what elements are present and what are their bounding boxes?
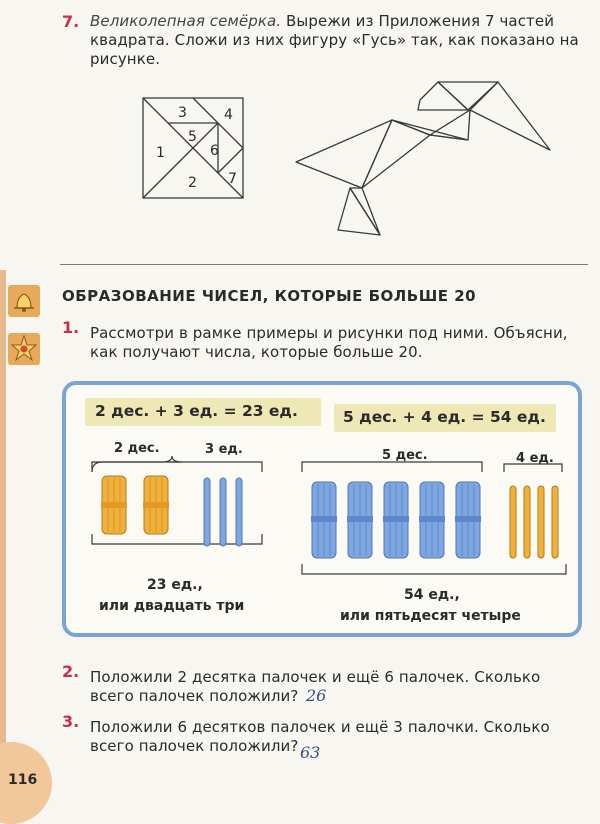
tangram-label-6: 6 bbox=[210, 143, 219, 159]
task2-number: 2. bbox=[62, 662, 80, 681]
page-margin-strip bbox=[0, 270, 6, 810]
label-2-des: 2 дес. bbox=[114, 441, 160, 456]
task7-title: Великолепная семёрка. bbox=[90, 12, 282, 30]
task1-text bbox=[90, 324, 590, 362]
tangram-label-4: 4 bbox=[224, 107, 233, 123]
sticks-illustration bbox=[86, 456, 576, 580]
task3-line2: всего палочек положили? bbox=[90, 737, 299, 755]
task1-number: 1. bbox=[62, 318, 80, 337]
task7-line2: квадрата. Сложи из них фигуру «Гусь» так, как показано на bbox=[90, 31, 579, 49]
task2-answer: 26 bbox=[306, 686, 327, 705]
equation-1: 2 дес. + 3 ед. = 23 ед. bbox=[95, 402, 298, 420]
label-4-ed: 4 ед. bbox=[516, 451, 554, 466]
label-5-des: 5 дес. bbox=[382, 448, 428, 463]
bundle-2-tens bbox=[101, 476, 169, 534]
task2-line1: Положили 2 десятка палочек и ещё 6 палочек. Сколько bbox=[90, 668, 541, 686]
result1-line1: 23 ед., bbox=[147, 577, 203, 593]
task3-line1: Положили 6 десятков палочек и ещё 3 палочки. Сколько bbox=[90, 718, 550, 736]
task7-text bbox=[90, 12, 595, 69]
tangram-label-3: 3 bbox=[178, 105, 187, 121]
task3-text bbox=[90, 718, 590, 756]
star-icon bbox=[8, 333, 40, 365]
task2-text bbox=[90, 668, 590, 706]
tangram-square-diagram bbox=[142, 97, 244, 199]
bell-icon bbox=[8, 285, 40, 317]
tangram-label-5: 5 bbox=[188, 129, 197, 145]
task3-number: 3. bbox=[62, 712, 80, 731]
task7-line1: Вырежи из Приложения 7 частей bbox=[281, 12, 555, 30]
result2-line1: 54 ед., bbox=[404, 587, 460, 603]
task7-number: 7. bbox=[62, 12, 80, 31]
page-number: 116 bbox=[8, 772, 38, 788]
sticks-3-units bbox=[204, 478, 242, 546]
section-title: ОБРАЗОВАНИЕ ЧИСЕЛ, КОТОРЫЕ БОЛЬШЕ 20 bbox=[62, 287, 477, 305]
tangram-label-2: 2 bbox=[188, 175, 197, 191]
tangram-label-1: 1 bbox=[156, 145, 165, 161]
task2-line2: всего палочек положили? bbox=[90, 687, 299, 705]
label-3-ed: 3 ед. bbox=[205, 442, 243, 457]
section-divider bbox=[60, 264, 588, 265]
task1-line1: Рассмотри в рамке примеры и рисунки под ними. Объясни, bbox=[90, 324, 568, 342]
task1-line2: как получают числа, которые больше 20. bbox=[90, 343, 423, 361]
result2-line2: или пятьдесят четыре bbox=[340, 608, 521, 624]
task7-line3: рисунке. bbox=[90, 50, 161, 68]
bundles-5-tens bbox=[311, 482, 481, 558]
goose-figure-diagram bbox=[290, 80, 560, 242]
equation-2: 5 дес. + 4 ед. = 54 ед. bbox=[343, 408, 546, 426]
sticks-4-units bbox=[510, 486, 558, 558]
result1-line2: или двадцать три bbox=[99, 598, 245, 614]
task3-answer: 63 bbox=[300, 743, 321, 762]
tangram-label-7: 7 bbox=[228, 171, 237, 187]
